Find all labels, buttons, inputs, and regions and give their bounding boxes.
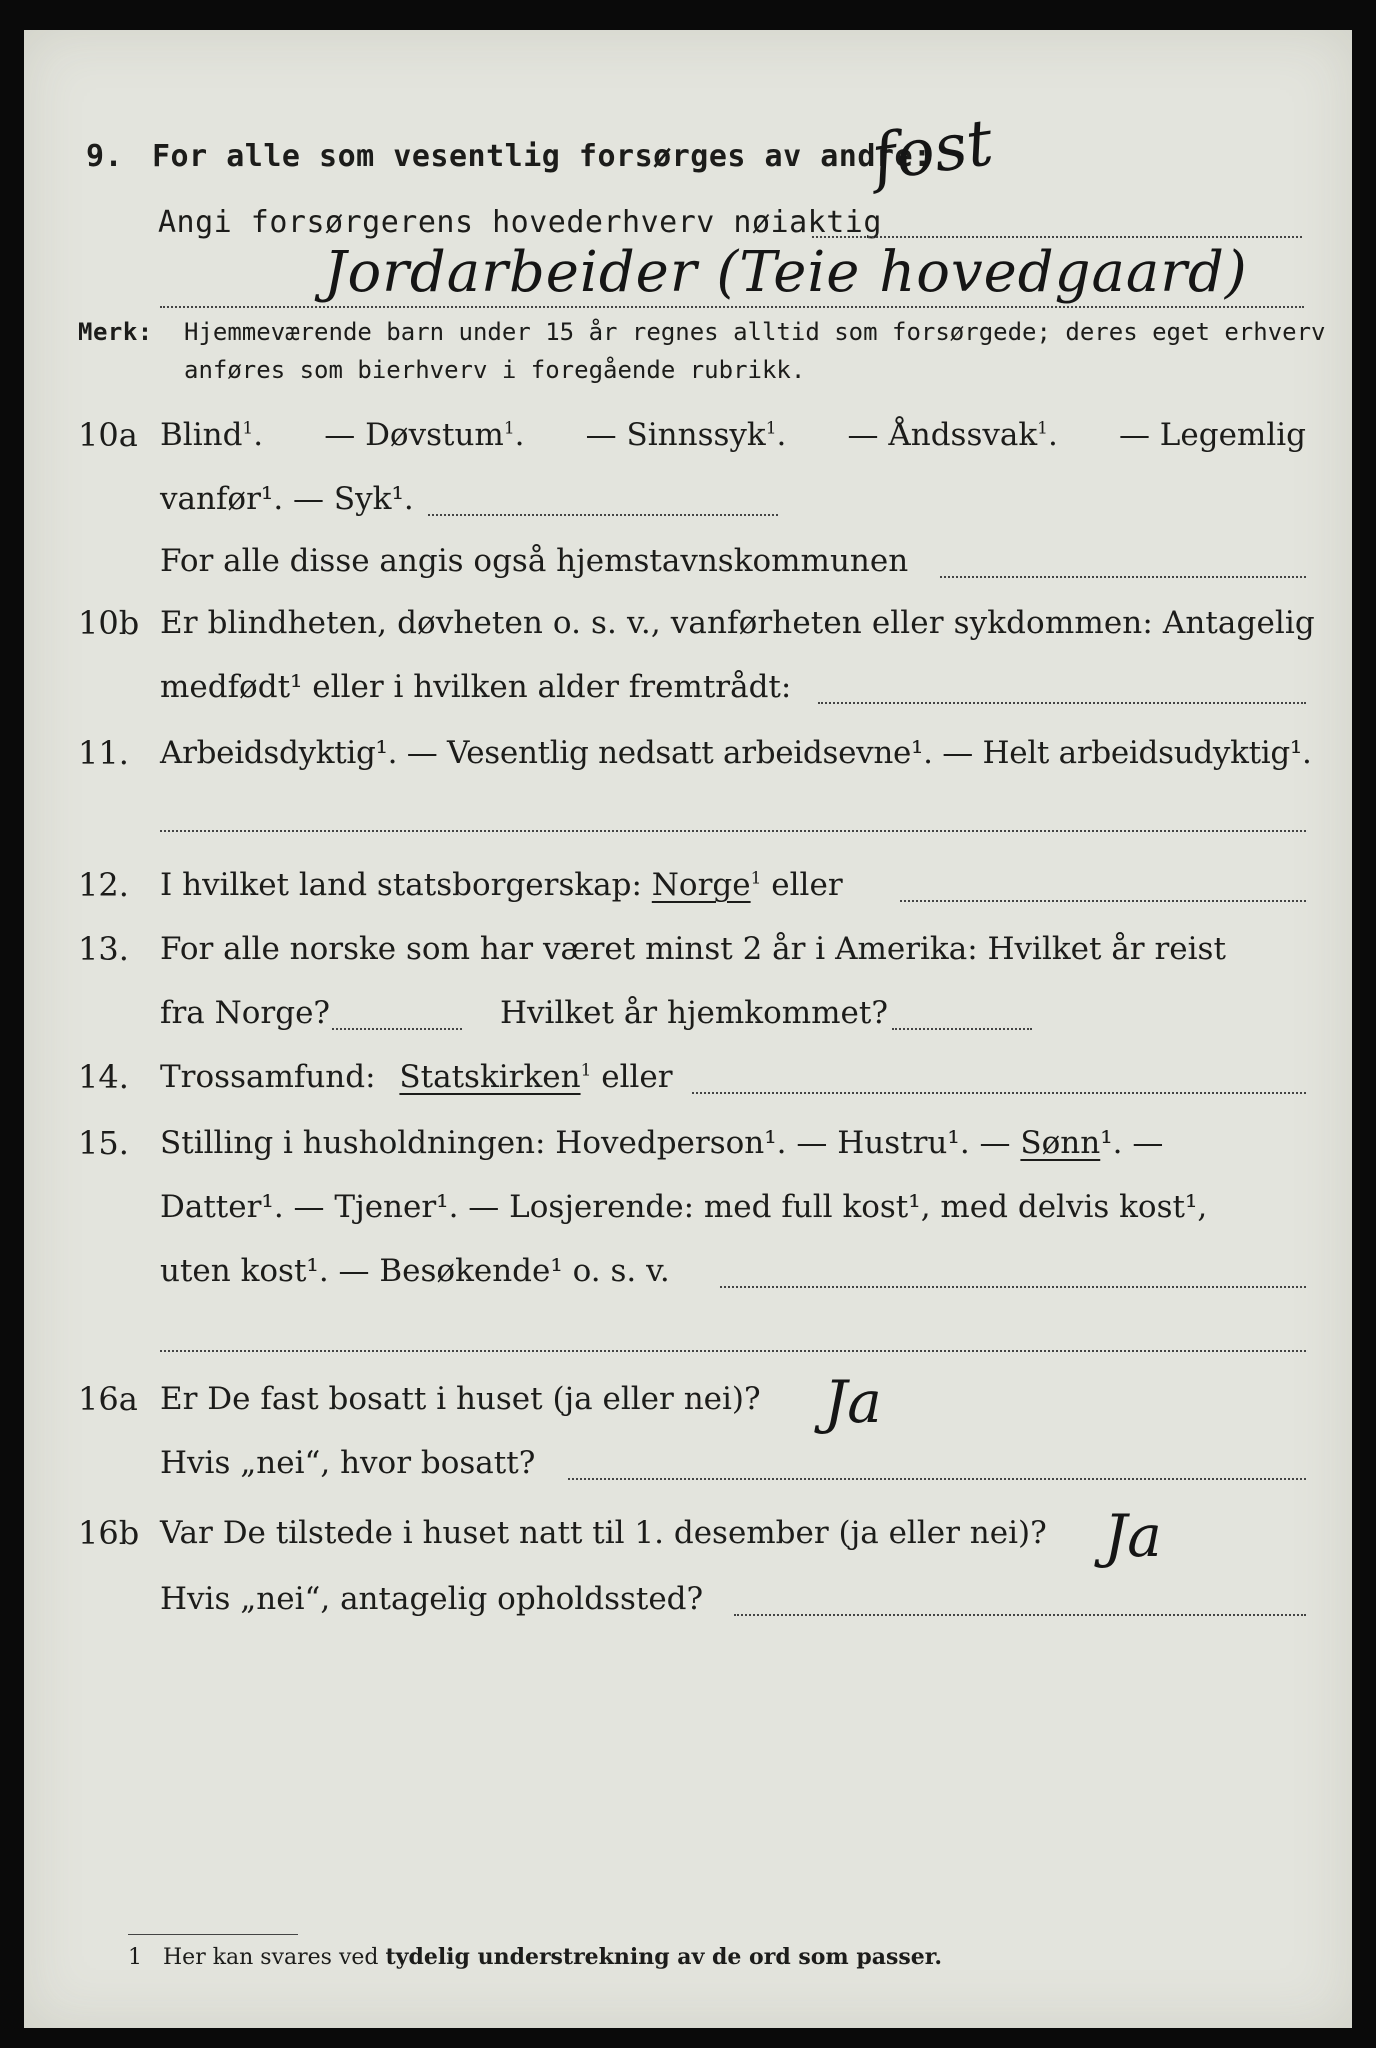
q10b-number: 10b xyxy=(78,604,140,642)
q10a-dovstum: — Døvstum xyxy=(324,417,504,453)
q10a-andssvak: — Åndssvak xyxy=(847,417,1038,453)
q9-number: 9. xyxy=(86,139,124,174)
q13-reist-line xyxy=(332,1028,462,1030)
q15-sonn-underlined: Sønn xyxy=(1020,1125,1101,1161)
q11-row-2 xyxy=(24,790,1352,840)
q15-row-4 xyxy=(24,1310,1352,1360)
q16b-answer-line xyxy=(734,1614,1306,1616)
merk-line2: anføres som bierhverv i foregående rubrikk. xyxy=(184,356,806,384)
q12-norge-underlined: Norge xyxy=(651,867,751,903)
q12-answer-line xyxy=(900,900,1306,902)
q9-row xyxy=(24,105,1352,197)
merk-note xyxy=(24,314,1352,394)
q16a-line2: Hvis „nei“, hvor bosatt? xyxy=(160,1445,536,1481)
q10a-legemlig: — Legemlig xyxy=(1118,417,1306,453)
q10a-line2: vanfør¹. — Syk¹. xyxy=(160,481,414,517)
q10b-line2: medfødt¹ eller i hvilken alder fremtrådt: xyxy=(160,669,792,705)
q11-row xyxy=(24,728,1352,778)
q10b-line1: Er blindheten, døvheten o. s. v., vanførheten eller sykdommen: Antagelig xyxy=(160,605,1315,641)
q15-answer-line xyxy=(720,1286,1306,1288)
q16b-row-2 xyxy=(24,1574,1352,1624)
q10a-number: 10a xyxy=(78,416,138,454)
q9-handwritten-occupation: Jordarbeider (Teie hovedgaard) xyxy=(324,240,1248,305)
q16b-handwritten-ja: Ja xyxy=(1104,1502,1162,1570)
q13-row-2 xyxy=(24,988,1352,1038)
q15-line1c: ¹. — xyxy=(1100,1125,1164,1161)
q16a-row xyxy=(24,1368,1352,1436)
footnote-marker: 1 xyxy=(128,1945,142,1970)
q16a-handwritten-ja: Ja xyxy=(824,1368,882,1436)
q16b-row xyxy=(24,1502,1352,1570)
q13-hjemkommet-line xyxy=(892,1028,1032,1030)
q9-answer-line xyxy=(812,236,1302,238)
q16a-row-2 xyxy=(24,1438,1352,1488)
q10a-row-2 xyxy=(24,474,1352,524)
q12-prefix: I hvilket land statsborgerskap: xyxy=(160,867,642,903)
q15-row-2 xyxy=(24,1182,1352,1232)
footnote-rule xyxy=(128,1934,298,1935)
footnote-text-b: tydelig understrekning av de ord som passer. xyxy=(385,1944,942,1970)
q16b-line1: Var De tilstede i huset natt til 1. desember (ja eller nei)? xyxy=(160,1515,1047,1551)
q16a-answer-line xyxy=(568,1478,1306,1480)
q10a-row xyxy=(24,410,1352,460)
footnote-text-a: Her kan svares ved xyxy=(162,1945,379,1970)
q10b-row xyxy=(24,598,1352,648)
q15-line1a: Stilling i husholdningen: Hovedperson¹. — Hustru¹. — xyxy=(160,1125,1011,1161)
q10a-answer-line-2 xyxy=(940,576,1306,578)
q9-handwritten-fost: fost xyxy=(867,105,998,197)
q15-line3: uten kost¹. — Besøkende¹ o. s. v. xyxy=(160,1253,670,1289)
q16a-line1: Er De fast bosatt i huset (ja eller nei)? xyxy=(160,1381,761,1417)
q9-answer-line-2 xyxy=(160,306,1304,308)
q15-line1 xyxy=(160,1118,1163,1168)
q14-row xyxy=(24,1052,1352,1102)
q12-line: I hvilket land statsborgerskap: Norge$^1$ eller xyxy=(160,867,843,903)
census-form-page xyxy=(24,30,1352,2028)
q11-line1: Arbeidsdyktig¹. — Vesentlig nedsatt arbeidsevne¹. — Helt arbeidsudyktig¹. xyxy=(160,735,1312,771)
q16b-line2: Hvis „nei“, antagelig opholdssted? xyxy=(160,1581,704,1617)
q16b-number: 16b xyxy=(78,1514,140,1552)
q14-number: 14. xyxy=(78,1058,129,1096)
q10b-row-2 xyxy=(24,662,1352,712)
q11-answer-line xyxy=(160,830,1306,832)
q9-line2: Angi forsørgerens hovederhverv nøiaktig xyxy=(158,205,882,240)
q9-row-3 xyxy=(24,240,1352,308)
q14-line: Trossamfund: Statskirken$^1$ eller xyxy=(160,1059,673,1095)
q9-title: For alle som vesentlig forsørges av andre: xyxy=(152,139,932,174)
q15-answer-line-2 xyxy=(160,1350,1306,1352)
q10a-line1: Blind$^1$. — Døvstum$^1$. — Sinnssyk$^1$. — Åndssvak$^1$. — Legemlig xyxy=(160,410,1306,460)
q15-line2: Datter¹. — Tjener¹. — Losjerende: med full kost¹, med delvis kost¹, xyxy=(160,1189,1208,1225)
q14-prefix: Trossamfund: xyxy=(160,1059,376,1095)
q13-number: 13. xyxy=(78,930,129,968)
q10a-answer-line xyxy=(428,514,778,516)
q12-suffix: eller xyxy=(771,867,843,903)
q16a-number: 16a xyxy=(78,1380,138,1418)
footnote xyxy=(128,1942,942,1973)
q10a-line3: For alle disse angis også hjemstavnskommunen xyxy=(160,543,909,579)
q10a-sinnssyk: — Sinnssyk xyxy=(585,417,766,453)
q13-line1: For alle norske som har været minst 2 år i Amerika: Hvilket år reist xyxy=(160,931,1226,967)
q13-line2a: fra Norge? xyxy=(160,995,331,1031)
q14-answer-line xyxy=(692,1092,1306,1094)
q14-statskirken-underlined: Statskirken xyxy=(399,1059,581,1095)
q10a-row-3 xyxy=(24,536,1352,586)
merk-label: Merk: xyxy=(78,318,153,346)
q15-number: 15. xyxy=(78,1124,129,1162)
q11-number: 11. xyxy=(78,734,129,772)
merk-line1: Hjemmeværende barn under 15 år regnes alltid som forsørgede; deres eget erhverv xyxy=(184,318,1326,346)
q10b-answer-line xyxy=(818,702,1306,704)
q14-suffix: eller xyxy=(601,1059,673,1095)
q12-number: 12. xyxy=(78,866,129,904)
q13-line2b: Hvilket år hjemkommet? xyxy=(500,995,888,1031)
q12-row xyxy=(24,860,1352,910)
q10a-blind: Blind xyxy=(160,417,243,453)
q15-row-3 xyxy=(24,1246,1352,1296)
q13-row xyxy=(24,924,1352,974)
q15-row xyxy=(24,1118,1352,1168)
